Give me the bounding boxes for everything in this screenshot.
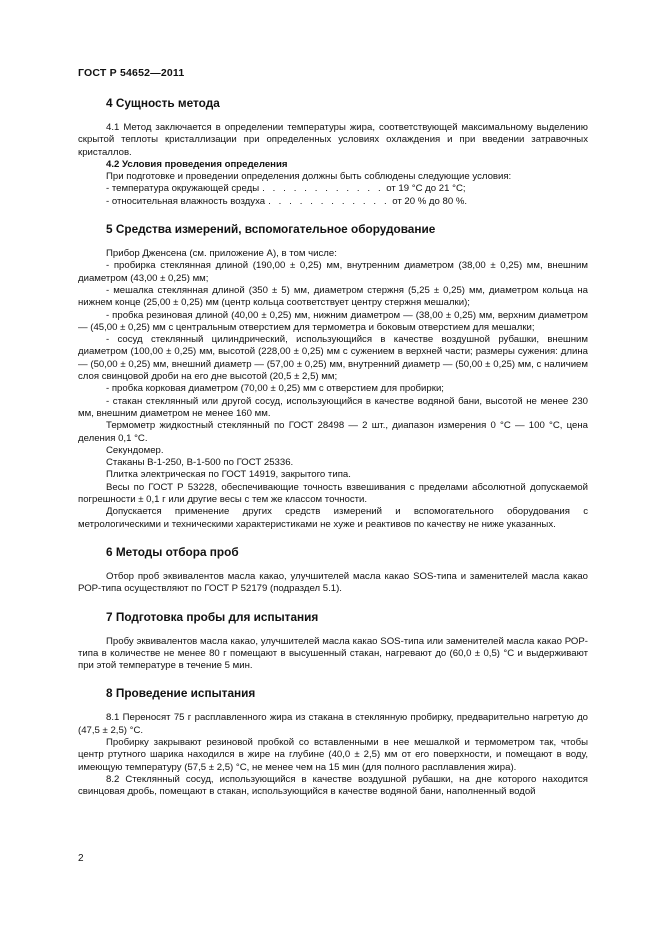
paragraph: - сосуд стеклянный цилиндрический, использующийся в качестве воздушной рубашки, внешним диаметром (100,00 ± 0,25) мм, высотой (228,00 ± 0,25) мм с сужением в верхней части; размеры сужения: длина — (50,00 ± 0,25) мм, внешний диаметр — (57,00 ± 0,25) мм, внутренний диаметр — (50,00 ± 0,25) мм, с наличием слоя свинцовой дроби на его дне высотой (20,5 ± 2,5) мм; xyxy=(78,334,588,383)
condition-value: от 20 % до 80 %. xyxy=(392,195,468,207)
paragraph: Стаканы В-1-250, В-1-500 по ГОСТ 25336. xyxy=(106,457,294,469)
paragraph: Секундомер. xyxy=(106,444,164,456)
section-heading: 5 Средства измерений, вспомогательное оборудование xyxy=(106,222,436,237)
section-heading: 8 Проведение испытания xyxy=(106,686,256,701)
leader-dots: . . . . . . . . . . . . xyxy=(268,195,390,207)
paragraph: При подготовке и проведении определения должны быть соблюдены следующие условия: xyxy=(106,171,512,183)
section-heading: 7 Подготовка пробы для испытания xyxy=(106,609,319,624)
subsection-heading: 4.2 Условия проведения определения xyxy=(106,158,288,170)
paragraph: Плитка электрическая по ГОСТ 14919, закрытого типа. xyxy=(106,469,351,481)
paragraph: Прибор Дженсена (см. приложение А), в том числе: xyxy=(106,248,337,260)
heading-spacer xyxy=(78,110,588,122)
condition-line xyxy=(78,196,588,208)
section-heading: 6 Методы отбора проб xyxy=(106,544,239,559)
section-gap xyxy=(78,208,588,222)
paragraph: - пробирка стеклянная длиной (190,00 ± 0,25) мм, внутренним диаметром (38,00 ± 0,25) мм, внешним диаметром (43,00 ± 0,25) мм; xyxy=(78,260,588,284)
condition-line xyxy=(78,183,588,195)
paragraph: - стакан стеклянный или другой сосуд, использующийся в качестве водяной бани, высотой не менее 230 мм, внешним диаметром не менее 160 мм. xyxy=(78,395,588,419)
section-gap xyxy=(78,672,588,686)
section-heading: 4 Сущность метода xyxy=(106,96,220,110)
condition-label: - относительная влажность воздуха xyxy=(106,195,266,207)
paragraph: Пробу эквивалентов масла какао, улучшителей масла какао SOS-типа или заменителей масла какао РОР-типа в количестве не менее 80 г помещают в высушенный стакан, нагревают до (60,0 ± 0,5) °С и выдерживают при этой температуре в течение 5 мин. xyxy=(78,635,588,672)
section-gap xyxy=(78,596,588,610)
paragraph: Отбор проб эквивалентов масла какао, улучшителей масла какао SOS-типа и заменителей масла какао РОР-типа осуществляют по ГОСТ Р 52179 (подраздел 5.1). xyxy=(78,570,588,595)
paragraph: 8.1 Переносят 75 г расплавленного жира из стакана в стеклянную пробирку, предварительно нагретую до (47,5 ± 2,5) °С. xyxy=(78,712,588,736)
leader-dots: . . . . . . . . . . . . xyxy=(262,183,384,195)
heading-spacer xyxy=(78,624,588,636)
document-code: ГОСТ Р 54652—2011 xyxy=(78,67,185,79)
heading-spacer xyxy=(78,559,588,571)
condition-label: - температура окружающей среды xyxy=(106,183,260,195)
paragraph: 8.2 Стеклянный сосуд, использующийся в качестве воздушной рубашки, на дне которого находится свинцовая дробь, помещают в стакан, использующийся в качестве водяной бани, наполненный водой xyxy=(78,773,588,798)
heading-spacer xyxy=(78,700,588,712)
page-number: 2 xyxy=(78,853,84,864)
paragraph: - пробка резиновая длиной (40,00 ± 0,25) мм, нижним диаметром — (38,00 ± 0,25) мм, верхним диаметром — (45,00 ± 0,25) мм с центральным отверстием для термометра и боковым отверстием для мешалки; xyxy=(78,309,588,333)
paragraph: 4.1 Метод заключается в определении температуры жира, соответствующей максимальному выделению скрытой теплоты кристаллизации при определенных условиях охлаждения и при введении затравочных кристаллов. xyxy=(78,122,588,158)
paragraph: Термометр жидкостный стеклянный по ГОСТ 28498 — 2 шт., диапазон измерения 0 °С — 100 °С, цена деления 0,1 °С. xyxy=(78,420,588,444)
heading-spacer xyxy=(78,236,588,248)
paragraph: Весы по ГОСТ Р 53228, обеспечивающие точность взвешивания с пределами абсолютной допускаемой погрешности ± 0,1 г или другие весы с тем же классом точности. xyxy=(78,481,588,506)
paragraph: Пробирку закрывают резиновой пробкой со вставленными в нее мешалкой и термометром так, чтобы центр ртутного шарика находился в жире на глубине (40,0 ± 2,5) мм от его поверхности, и помещают в воду, имеющую температуру (57,5 ± 2,5) °С, не менее чем на 15 мин (для полного расплавления жира). xyxy=(78,736,588,773)
document-body xyxy=(78,96,588,798)
paragraph: - мешалка стеклянная длиной (350 ± 5) мм, диаметром стержня (5,25 ± 0,25) мм, диаметром кольца на нижнем конце (25,00 ± 0,25) мм (центр кольца соответствует центру стержня мешалки); xyxy=(78,284,588,309)
paragraph: Допускается применение других средств измерений и вспомогательного оборудования с метрологическими и техническими характеристиками не хуже и реактивов по качеству не ниже указанных. xyxy=(78,506,588,530)
paragraph: - пробка корковая диаметром (70,00 ± 0,25) мм с отверстием для пробирки; xyxy=(106,383,444,395)
condition-value: от 19 °С до 21 °С; xyxy=(386,183,466,195)
section-gap xyxy=(78,531,588,545)
